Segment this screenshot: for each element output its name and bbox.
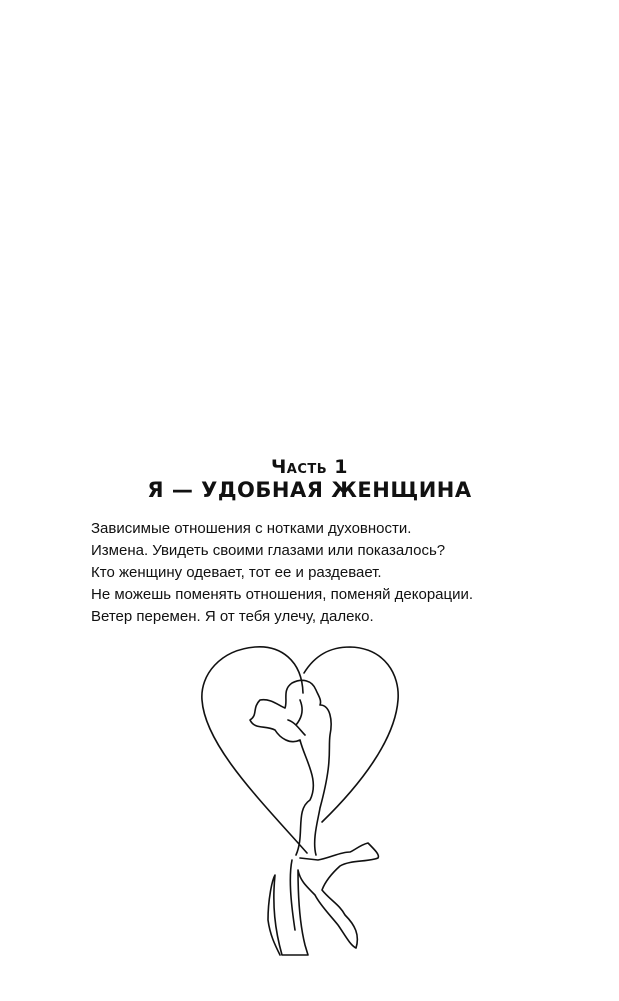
couple-figure: [250, 680, 378, 955]
contents-item: Измена. Увидеть своими глазами или показалось?: [91, 542, 446, 559]
contents-item: Кто женщину одевает, тот ее и раздевает.: [91, 564, 382, 581]
contents-item: Зависимые отношения с нотками духовности.: [91, 520, 412, 537]
contents-item: Не можешь поменять отношения, поменяй декорации.: [91, 586, 474, 603]
contents-item: Ветер перемен. Я от тебя улечу, далеко.: [91, 608, 374, 625]
part-label: Часть 1: [270, 456, 349, 478]
chapter-title: Я — УДОБНАЯ ЖЕНЩИНА: [147, 478, 472, 502]
heart-outline: [202, 647, 398, 853]
